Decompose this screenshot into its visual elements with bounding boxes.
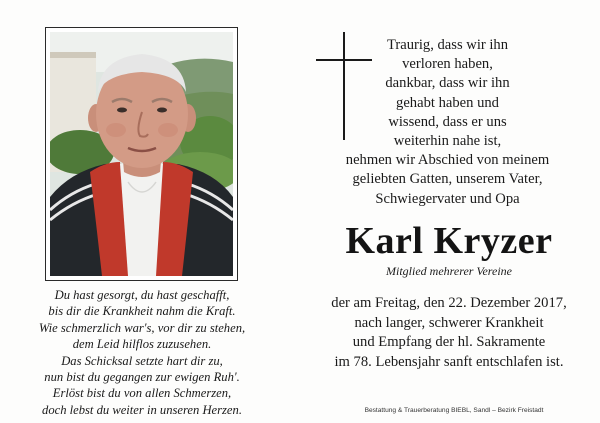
mourning-text-line: Traurig, dass wir ihn: [386, 37, 509, 53]
death-notice-line: im 78. Lebensjahr sanft entschlafen ist.: [334, 353, 564, 370]
mourning-text-line: gehabt haben und: [396, 94, 499, 111]
mourning-text-line: geliebten Gatten, unserem Vater,: [352, 171, 543, 188]
poem-line: doch lebst du weiter in unseren Herzen.: [42, 402, 242, 417]
poem-line: Das Schicksal setzte hart dir zu,: [61, 353, 223, 368]
poem-line: Erlöst bist du von allen Schmerzen,: [52, 386, 232, 401]
poem-line: bis dir die Krankheit nahm die Kraft.: [48, 304, 236, 319]
mourning-text: [330, 36, 565, 209]
death-notice-line: der am Freitag, den 22. Dezember 2017,: [331, 295, 567, 311]
mourning-text-line: dankbar, dass wir ihn: [385, 75, 510, 92]
portrait-illustration: [50, 32, 233, 276]
mourning-text-line: weiterhin nahe ist,: [393, 133, 502, 150]
poem-line: Wie schmerzlich war's, vor dir zu stehen,: [38, 320, 246, 335]
memorial-poem: [28, 287, 256, 418]
death-notice: [303, 294, 595, 372]
mourning-text-line: wissend, dass er uns: [388, 113, 507, 130]
photo-frame: [45, 27, 238, 281]
poem-line: dem Leid hilflos zuzusehen.: [72, 337, 212, 352]
deceased-name: Karl Kryzer: [345, 220, 553, 262]
portrait-photo: [50, 32, 233, 276]
poem-line: Du hast gesorgt, du hast geschafft,: [54, 288, 230, 302]
deceased-subtitle: Mitglied mehrerer Vereine: [386, 264, 512, 278]
death-notice-line: und Empfang der hl. Sakramente: [352, 334, 546, 351]
mourning-text-line: nehmen wir Abschied von meinem: [345, 152, 550, 169]
poem-line: nun bist du gegangen zur ewigen Ruh'.: [44, 370, 240, 385]
funeral-home-credit: Bestattung & Trauerberatung BIEBL, Sandl – Bezirk Freistadt: [364, 407, 544, 414]
mourning-text-line: Schwiegervater und Opa: [375, 190, 520, 207]
death-notice-line: nach langer, schwerer Krankheit: [354, 314, 544, 331]
mourning-text-line: verloren haben,: [402, 56, 493, 73]
